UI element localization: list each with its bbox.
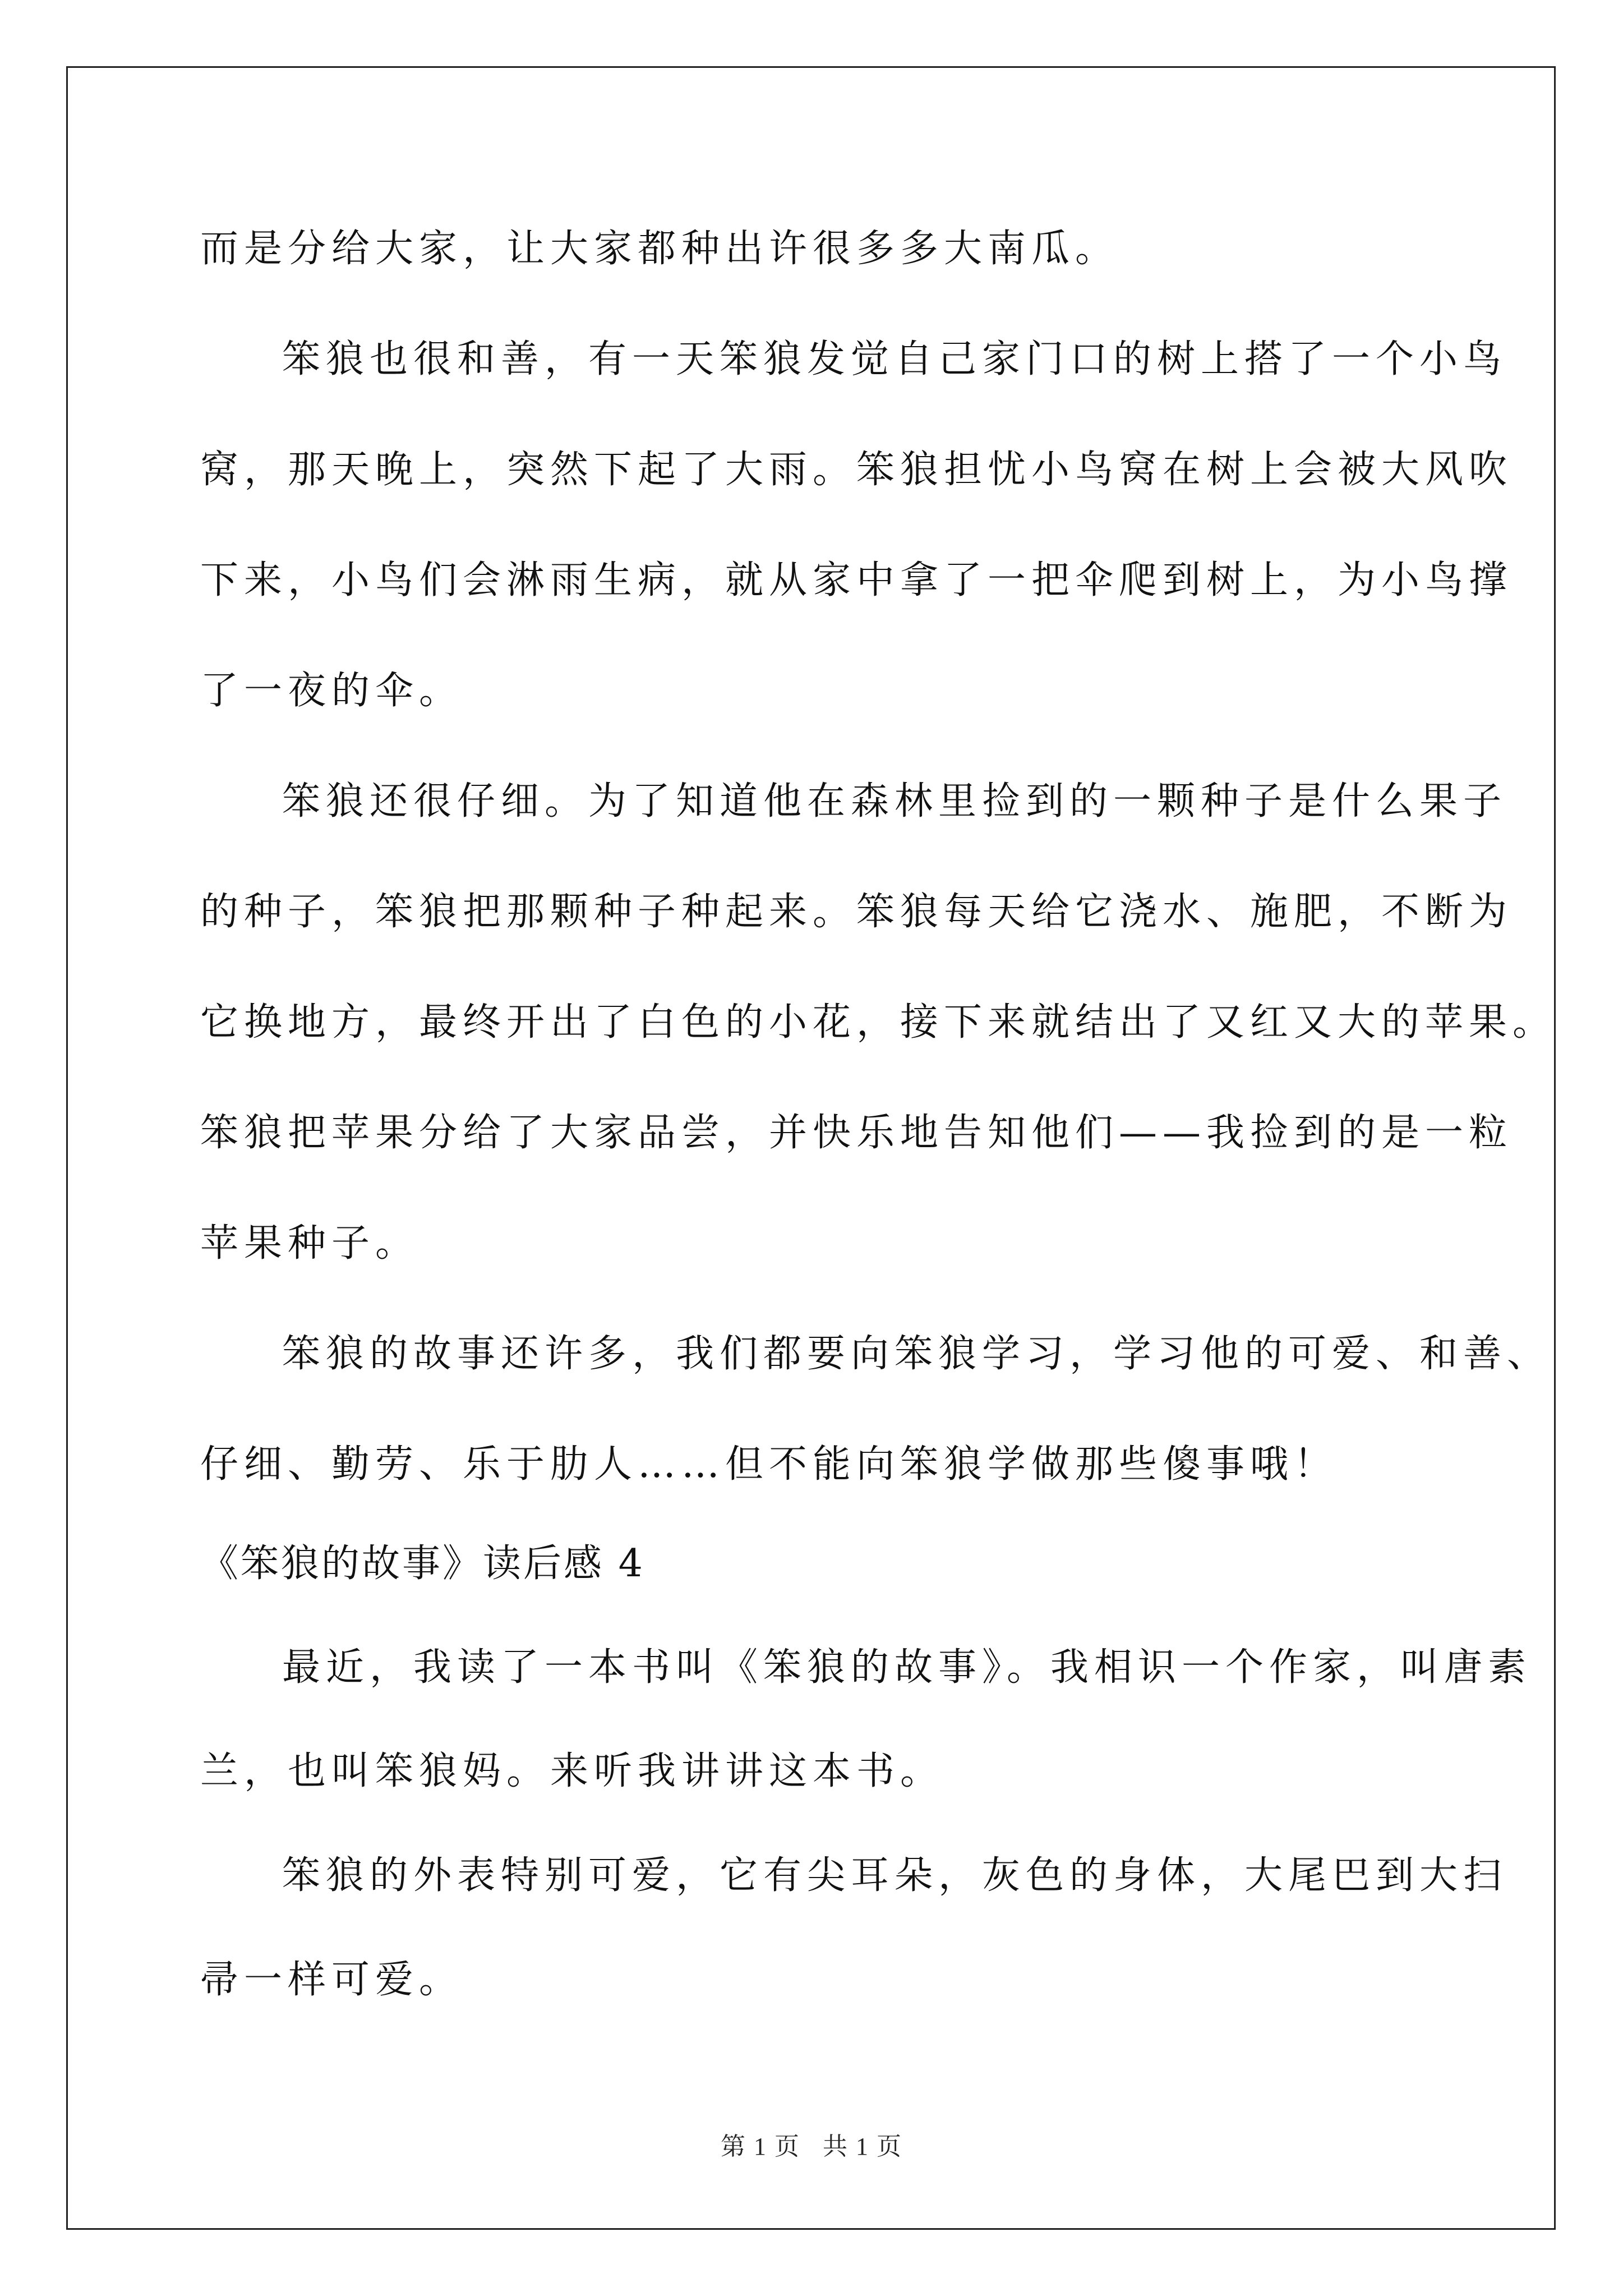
paragraph-line: 笨狼的故事还许多，我们都要向笨狼学习，学习他的可爱、和善、 <box>282 1332 1551 1376</box>
paragraph-line: 它换地方，最终开出了白色的小花，接下来就结出了又红又大的苹果。 <box>200 1000 1557 1045</box>
section-heading: 《笨狼的故事》读后感 4 <box>200 1542 645 1586</box>
paragraph-line: 兰，也叫笨狼妈。来听我讲讲这本书。 <box>200 1749 944 1793</box>
paragraph-line: 而是分给大家，让大家都种出许很多多大南瓜。 <box>200 227 1119 271</box>
paragraph-line: 的种子，笨狼把那颗种子种起来。笨狼每天给它浇水、施肥，不断为 <box>200 890 1513 934</box>
paragraph-line: 窝，那天晚上，突然下起了大雨。笨狼担忧小鸟窝在树上会被大风吹 <box>200 448 1513 492</box>
paragraph-line: 笨狼把苹果分给了大家品尝，并快乐地告知他们——我捡到的是一粒 <box>200 1111 1513 1155</box>
page-footer <box>0 2126 1623 2162</box>
page-number: 第 1 页 <box>721 2133 800 2160</box>
paragraph-line: 下来，小鸟们会淋雨生病，就从家中拿了一把伞爬到树上，为小鸟撑 <box>200 558 1513 602</box>
paragraph-line: 笨狼还很仔细。为了知道他在森林里捡到的一颗种子是什么果子 <box>282 779 1507 823</box>
paragraph-line: 帚一样可爱。 <box>200 1958 463 2002</box>
paragraph-line: 笨狼的外表特别可爱，它有尖耳朵，灰色的身体，大尾巴到大扫 <box>282 1853 1507 1898</box>
paragraph-line: 笨狼也很和善，有一天笨狼发觉自己家门口的树上搭了一个小鸟 <box>282 337 1507 381</box>
total-pages: 共 1 页 <box>823 2133 902 2160</box>
paragraph-line: 了一夜的伞。 <box>200 669 463 713</box>
paragraph-line: 最近，我读了一本书叫《笨狼的故事》。我相识一个作家，叫唐素 <box>282 1645 1532 1690</box>
paragraph-line: 苹果种子。 <box>200 1221 419 1266</box>
paragraph-line: 仔细、勤劳、乐于肋人……但不能向笨狼学做那些傻事哦！ <box>200 1442 1338 1487</box>
